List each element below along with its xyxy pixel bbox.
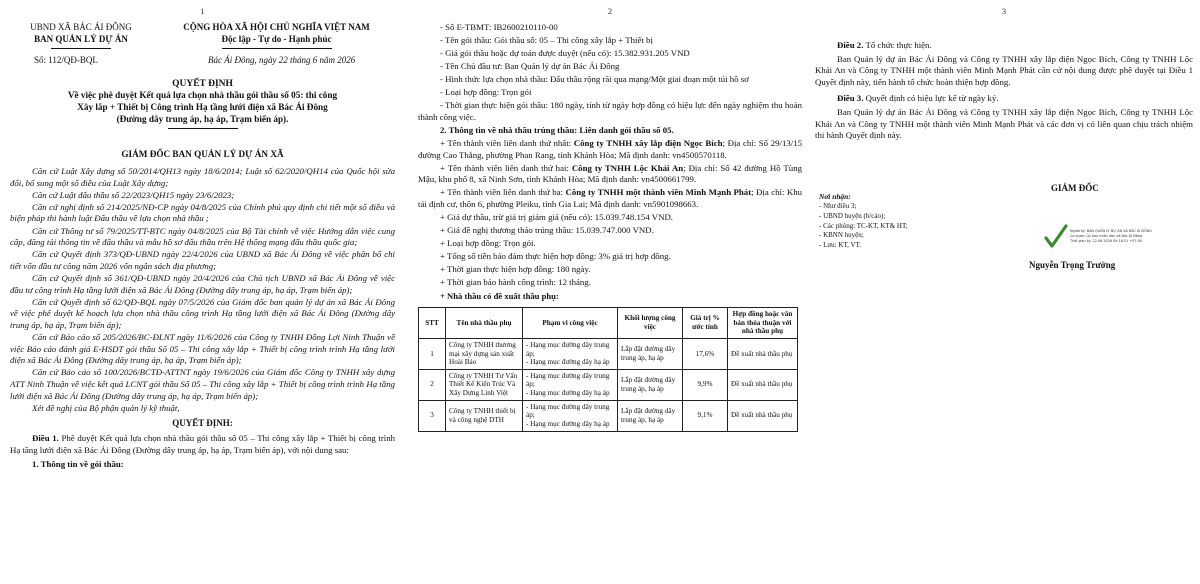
- document-number: Số: 112/QĐ-BQL: [34, 55, 98, 65]
- signer-name: Nguyễn Trọng Trường: [1029, 260, 1116, 270]
- subject-line: (Đường dây trung áp, hạ áp, Trạm biến áp).: [116, 113, 289, 124]
- subject-underline: [168, 128, 238, 129]
- page-3: [815, 0, 1193, 584]
- cell-scope: - Hạng mục đường dây trung áp; - Hạng mục đường dây hạ áp: [523, 400, 618, 431]
- legal-basis: Căn cứ Luật đấu thầu số 22/2023/QH15 ngày 23/6/2023;: [32, 189, 235, 200]
- member-details: ; Địa chỉ: Khu tái định cư, thôn 6, phường Pleiku, tỉnh Gia Lai; Mã định danh: vn5901098663.: [418, 187, 802, 210]
- article-text: Quyết định có hiệu lực kể từ ngày ký.: [865, 93, 999, 104]
- director-title: GIÁM ĐỐC: [1051, 183, 1099, 193]
- cell-percent: 9,1%: [683, 400, 728, 431]
- legal-basis: Căn cứ Quyết định số 361/QĐ-UBND ngày 20/4/2026 của Chủ tịch UBND xã Bác Ái Đông về việc đầu tư công trình Hạ tầng lưới điện xã Bác Ái Đông (Đường dây trung áp, hạ áp, Trạm biến áp);: [10, 272, 395, 295]
- section-heading: 1. Thông tin về gói thầu:: [32, 459, 124, 470]
- member-name: Công ty TNHH Lộc Khải An: [571, 162, 684, 173]
- recipients-heading: Nơi nhận:: [819, 192, 851, 201]
- national-motto: [158, 22, 395, 49]
- motto-underline: [222, 48, 332, 49]
- package-info-item: - Giá gói thầu hoặc dự toán được duyệt (nếu có): 15.382.931.205 VND: [440, 48, 690, 58]
- page-number: 1: [200, 6, 205, 16]
- cell-volume: Lắp đặt đường dây trung áp, hạ áp: [618, 400, 683, 431]
- page-1: [10, 0, 395, 584]
- winner-detail: + Loại hợp đồng: Trọn gói.: [440, 238, 536, 249]
- cell-subcontractor: Công ty TNHH thiết bị và công nghệ DTH: [446, 400, 523, 431]
- nation-name: CỘNG HÒA XÃ HỘI CHỦ NGHĨA VIỆT NAM: [183, 22, 370, 32]
- package-info-item: - Tên Chủ đầu tư: Ban Quản lý dự án Bác Ái Đông: [440, 61, 620, 71]
- cell-index: 3: [419, 400, 446, 431]
- package-info-item: - Thời gian thực hiện gói thầu: 180 ngày, tính từ ngày hợp đồng có hiệu lực đến ngày nghiệm thu hoàn thành công việc.: [418, 100, 802, 122]
- cell-index: 2: [419, 369, 446, 400]
- stamp-line: Người ký: BAN QUẢN LÝ DỰ ÁN XÃ BÁC ÁI ĐÔNG: [1070, 229, 1152, 233]
- table-row: [419, 369, 798, 400]
- package-info-item: - Loại hợp đồng: Trọn gói: [440, 87, 532, 97]
- issuing-agency: [16, 22, 146, 49]
- page-3-body: [815, 40, 1193, 144]
- table-row: [419, 338, 798, 369]
- subject-line: Về việc phê duyệt Kết quả lựa chọn nhà thầu gói thầu số 05: thi công: [67, 90, 338, 100]
- article-label: Điều 2.: [837, 40, 864, 50]
- recipients: [819, 192, 949, 251]
- table-header-row: [419, 308, 798, 339]
- package-info-item: - Số E-TBMT: IB2600210110-00: [440, 22, 558, 32]
- recipient-item: - KBNN huyện;: [819, 231, 864, 240]
- column-header: Khối lượng công việc: [618, 308, 683, 339]
- legal-bases: [10, 166, 395, 472]
- winner-detail: + Thời gian bảo hành công trình: 12 tháng.: [440, 277, 591, 288]
- legal-basis: Căn cứ Quyết định số 62/QĐ-BQL ngày 07/5/2026 của Giám đốc ban quản lý dự án xã Bác Ái Đông về việc phê duyệt kế hoạch lựa chọn nhà thầu công trình Hạ tầng lưới điện xã Bác Ái Đông (Đường dây trung áp, hạ áp, Trạm biến áp);: [10, 296, 395, 330]
- legal-basis: Căn cứ Báo cáo số 100/2026/BCTĐ-ATTNT ngày 19/6/2026 của Giám đốc Công ty TNHH xây dựng ATT Ninh Thuận về việc kết quả LCNT gói thầu Số 05 – Thi công xây lắp + Thiết bị công trình trình Hạ tầng lưới điện xã Bác Ái Đông (Đường dây trung áp, hạ áp, Trạm biến áp);: [10, 367, 395, 401]
- cell-scope: - Hạng mục đường dây trung áp; - Hạng mục đường dây hạ áp: [523, 338, 618, 369]
- legal-basis: Căn cứ Thông tư số 79/2025/TT-BTC ngày 04/8/2025 của Bộ Tài chính về việc Hướng dẫn việc cung cấp, đăng tải thông tin về đấu thầu và mẫu hồ sơ đấu thầu trên Hệ thống mạng đấu thầu quốc gia;: [10, 225, 395, 248]
- recipient-item: - Các phòng: TC-KT, KT& HT;: [819, 221, 908, 230]
- member-name: Công ty TNHH xây lắp điện Ngọc Bích: [573, 138, 723, 149]
- winner-detail: + Thời gian thực hiện hợp đồng: 180 ngày.: [440, 264, 591, 275]
- article-text: Phê duyệt Kết quả lựa chọn nhà thầu gói thầu số 05 – Thi công xây lắp + Thiết bị công trình Hạ tầng lưới điện xã Bác Ái Đông (Đường dây trung áp, hạ áp, Trạm biến áp), với nội dung sau:: [10, 433, 395, 455]
- decide-heading: QUYẾT ĐỊNH:: [172, 418, 233, 429]
- cell-volume: Lắp đặt đường dây trung áp, hạ áp: [618, 369, 683, 400]
- cell-agreement: Đề xuất nhà thầu phụ: [728, 338, 798, 369]
- signature-check-icon: [1040, 224, 1170, 252]
- cell-volume: Lắp đặt đường dây trung áp, hạ áp: [618, 338, 683, 369]
- authority-heading: GIÁM ĐỐC BAN QUẢN LÝ DỰ ÁN XÃ: [121, 149, 284, 159]
- member-prefix: + Tên thành viên liên danh thứ nhất:: [440, 138, 574, 149]
- winner-heading: 2. Thông tin về nhà thầu trúng thầu: Liên danh gói thầu số 05.: [440, 125, 674, 136]
- agency-underline: [51, 48, 111, 49]
- subcontract-heading: + Nhà thầu có đề xuất thầu phụ:: [440, 290, 559, 301]
- place-date: Bác Ái Đông, ngày 22 tháng 6 năm 2026: [208, 55, 356, 65]
- consortium-member: [418, 163, 802, 186]
- legal-basis: Căn cứ Báo cáo số 205/2026/BC-ĐLNT ngày 11/6/2026 của Công ty TNHH Đồng Lợi Ninh Thuận về việc Báo cáo đánh giá E-HSDT gói thầu Số 05 – Thi công xây lắp + Thiết bị công trình trình Hạ tầng lưới điện xã Bác Ái Đông (Đường dây trung áp, hạ áp, Trạm biến áp);: [10, 332, 395, 366]
- cell-agreement: Đề xuất nhà thầu phụ: [728, 400, 798, 431]
- article-3-heading: [815, 93, 1193, 105]
- recipient-item: - UBND huyện (b/cáo);: [819, 211, 886, 220]
- table-row: [419, 400, 798, 431]
- column-header: STT: [419, 308, 446, 339]
- agency-name: BAN QUẢN LÝ DỰ ÁN: [34, 33, 128, 44]
- column-header: Giá trị % ước tính: [683, 308, 728, 339]
- package-info-item: - Hình thức lựa chọn nhà thầu: Đấu thầu rộng rãi qua mạng/Một giai đoạn một túi hồ sơ: [440, 74, 749, 84]
- legal-basis: Căn cứ Quyết định 373/QĐ-UBND ngày 22/4/2026 của UBND xã Bác Ái Đông về việc phân bổ chi tiết vốn đầu tư công năm 2026 vốn ngân sách địa phương;: [10, 249, 395, 271]
- member-details: ; Địa chỉ: Số 42 đường Hồ Tùng Mậu, khu phố 8, xã Ninh Sơn, tỉnh Khánh Hòa; Mã định danh: vn4500661799.: [418, 162, 802, 185]
- legal-basis: Xét đề nghị của Bộ phận quản lý kỹ thuật,: [32, 402, 180, 413]
- page-number: 2: [607, 6, 613, 16]
- recipient-item: - Như điều 3;: [819, 202, 857, 211]
- page-2-body: [418, 22, 802, 432]
- article-2-body: Ban Quản lý dự án Bác Ái Đông và Công ty TNHH xây lắp điện Ngọc Bích, Công ty TNHH Lộc Khải An và Công ty TNHH một thành viên Minh Mạnh Phát căn cứ nội dung được phê duyệt tại Điều 1 Quyết định này, tiến hành tổ chức hoàn thiện hợp đồng.: [815, 53, 1193, 87]
- cell-index: 1: [419, 338, 446, 369]
- cell-percent: 17,6%: [683, 338, 728, 369]
- article-text: Tổ chức thực hiện.: [865, 40, 932, 50]
- winner-detail: + Tổng số tiền bảo đảm thực hiện hợp đồng: 3% giá trị hợp đồng.: [440, 251, 671, 262]
- consortium-member: [418, 187, 802, 210]
- article-2-heading: [815, 40, 1193, 52]
- consortium-member: [418, 138, 802, 161]
- legal-basis: Căn cứ Luật Xây dựng số 50/2014/QH13 ngày 18/6/2014; Luật số 62/2020/QH14 của Quốc hội sửa đổi, bổ sung một số điều của Luật Xây dựng;: [10, 166, 395, 188]
- article-1: [10, 433, 395, 456]
- subject-line: Xây lắp + Thiết bị Công trình Hạ tầng lưới điện xã Bác Ái Đông: [77, 101, 328, 112]
- column-header: Phạm vi công việc: [523, 308, 618, 339]
- motto: Độc lập - Tự do - Hạnh phúc: [221, 33, 332, 44]
- recipient-item: - Lưu: KT, VT.: [819, 240, 862, 249]
- package-info-item: - Tên gói thầu: Gói thầu số: 05 – Thi công xây lắp + Thiết bị: [440, 35, 653, 45]
- article-3-body: Ban Quản lý dự án Bác Ái Đông và Công ty TNHH xây lắp điện Ngọc Bích, Công ty TNHH Lộc Khải An và Công ty TNHH một thành viên Minh Mạnh Phát và các đơn vị có liên quan chịu trách nhiệm thi hành Quyết định này.: [815, 107, 1193, 141]
- column-header: Hợp đồng hoặc văn bản thỏa thuận với nhà thầu phụ: [728, 308, 798, 339]
- signature-block: [815, 183, 1193, 288]
- stamp-line: Thời gian ký: 22.06.2026 09:16:21 +07:00: [1070, 239, 1142, 243]
- cell-percent: 9,9%: [683, 369, 728, 400]
- stamp-line: Cơ quan: Ủy ban nhân dân xã Bác Ái Đông: [1070, 234, 1143, 238]
- member-details: ; Địa chỉ: Số 29/13/15 đường Cao Thắng, phường Phan Rang, tỉnh Khánh Hòa; Mã định danh: vn4500570118.: [418, 138, 802, 160]
- digital-signature-stamp: [1040, 224, 1170, 252]
- subcontractor-table: [418, 307, 798, 432]
- agency-parent: UBND XÃ BÁC ÁI ĐÔNG: [30, 22, 132, 32]
- legal-basis: Căn cứ nghị định số 214/2025/NĐ-CP ngày 04/8/2025 của Chính phủ quy định chi tiết một số điều và biện pháp thi hành luật Đấu thầu về lựa chọn nhà thầu ;: [10, 201, 395, 224]
- article-label: Điều 3.: [837, 93, 864, 104]
- cell-subcontractor: Công ty TNHH thương mại xây dựng sản xuất Hoài Bảo: [446, 338, 523, 369]
- number-date-row: [10, 55, 395, 67]
- cell-agreement: Đề xuất nhà thầu phụ: [728, 369, 798, 400]
- column-header: Tên nhà thầu phụ: [446, 308, 523, 339]
- article-label: Điều 1.: [32, 433, 59, 444]
- member-name: Công ty TNHH một thành viên Minh Mạnh Phát: [565, 187, 752, 198]
- decision-subject: [40, 90, 365, 129]
- decision-title: QUYẾT ĐỊNH: [172, 79, 233, 89]
- winner-detail: + Giá dự thầu, trừ giá trị giảm giá (nếu có): 15.039.748.154 VND.: [440, 212, 673, 223]
- winner-detail: + Giá đề nghị thương thảo trúng thầu: 15.039.747.000 VND.: [440, 225, 654, 236]
- cell-scope: - Hạng mục đường dây trung áp; - Hạng mục đường dây hạ áp: [523, 369, 618, 400]
- page-number: 3: [1001, 6, 1007, 16]
- page-2: [418, 0, 802, 584]
- cell-subcontractor: Công ty TNHH Tư Vấn Thiết Kế Kiến Trúc Và Xây Dựng Linh Việt: [446, 369, 523, 400]
- member-prefix: + Tên thành viên liên danh thứ hai:: [440, 162, 572, 173]
- member-prefix: + Tên thành viên liên danh thứ ba:: [440, 187, 566, 198]
